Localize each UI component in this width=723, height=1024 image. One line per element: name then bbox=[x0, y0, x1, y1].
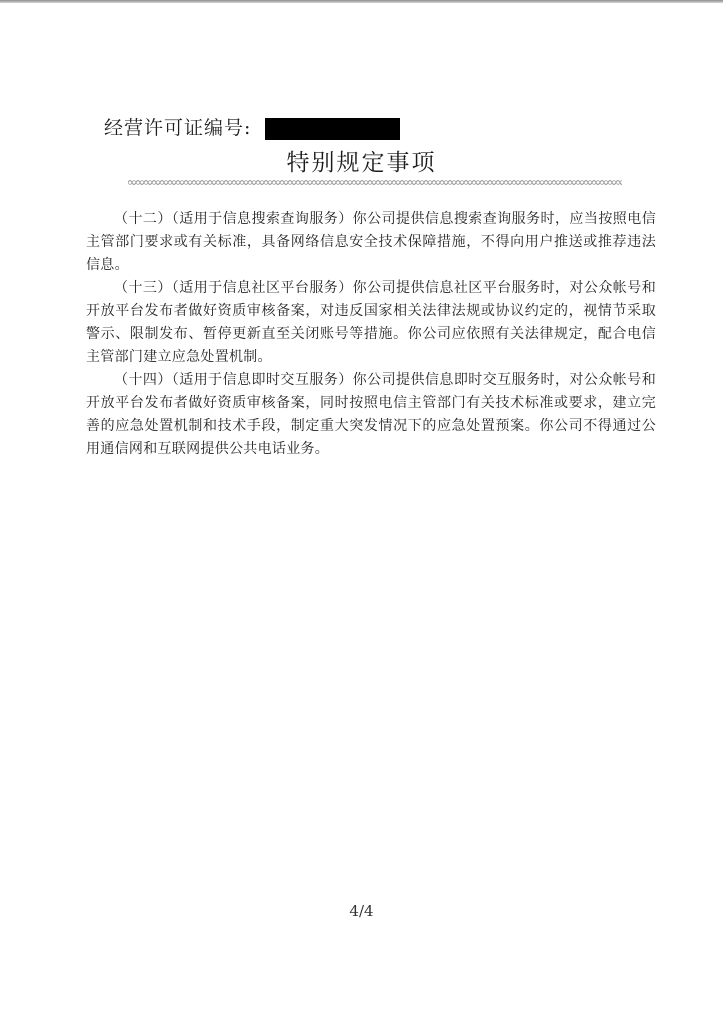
paragraph-item-12: （十二）（适用于信息搜索查询服务）你公司提供信息搜索查询服务时，应当按照电信主管部门要求或有关标准，具备网络信息安全技术保障措施，不得向用户推送或推荐违法信息。 bbox=[86, 211, 656, 273]
paragraph-item-13: （十三）（适用于信息社区平台服务）你公司提供信息社区平台服务时，对公众帐号和开放平台发布者做好资质审核备案，对违反国家相关法律法规或协议约定的，视情节采取警示、限制发布、暂停更新直至关闭账号等措施。你公司应依照有关法律规定，配合电信主管部门建立应急处置机制。 bbox=[86, 280, 656, 365]
paragraph-item-14: （十四）（适用于信息即时交互服务）你公司提供信息即时交互服务时，对公众帐号和开放平台发布者做好资质审核备案，同时按照电信主管部门有关技术标准或要求，建立完善的应急处置机制和技术手段，制定重大突发情况下的应急处置预案。你公司不得通过公用通信网和互联网提供公共电话业务。 bbox=[86, 372, 656, 457]
page-top-edge bbox=[0, 0, 723, 3]
regulation-body bbox=[86, 208, 656, 461]
page-number: 4/4 bbox=[349, 902, 374, 920]
license-number-row bbox=[104, 112, 400, 140]
document-title: 特别规定事项 bbox=[286, 150, 437, 176]
title-ornament-divider bbox=[128, 178, 622, 187]
license-number-redaction bbox=[265, 118, 400, 140]
license-number-label: 经营许可证编号: bbox=[104, 116, 252, 139]
